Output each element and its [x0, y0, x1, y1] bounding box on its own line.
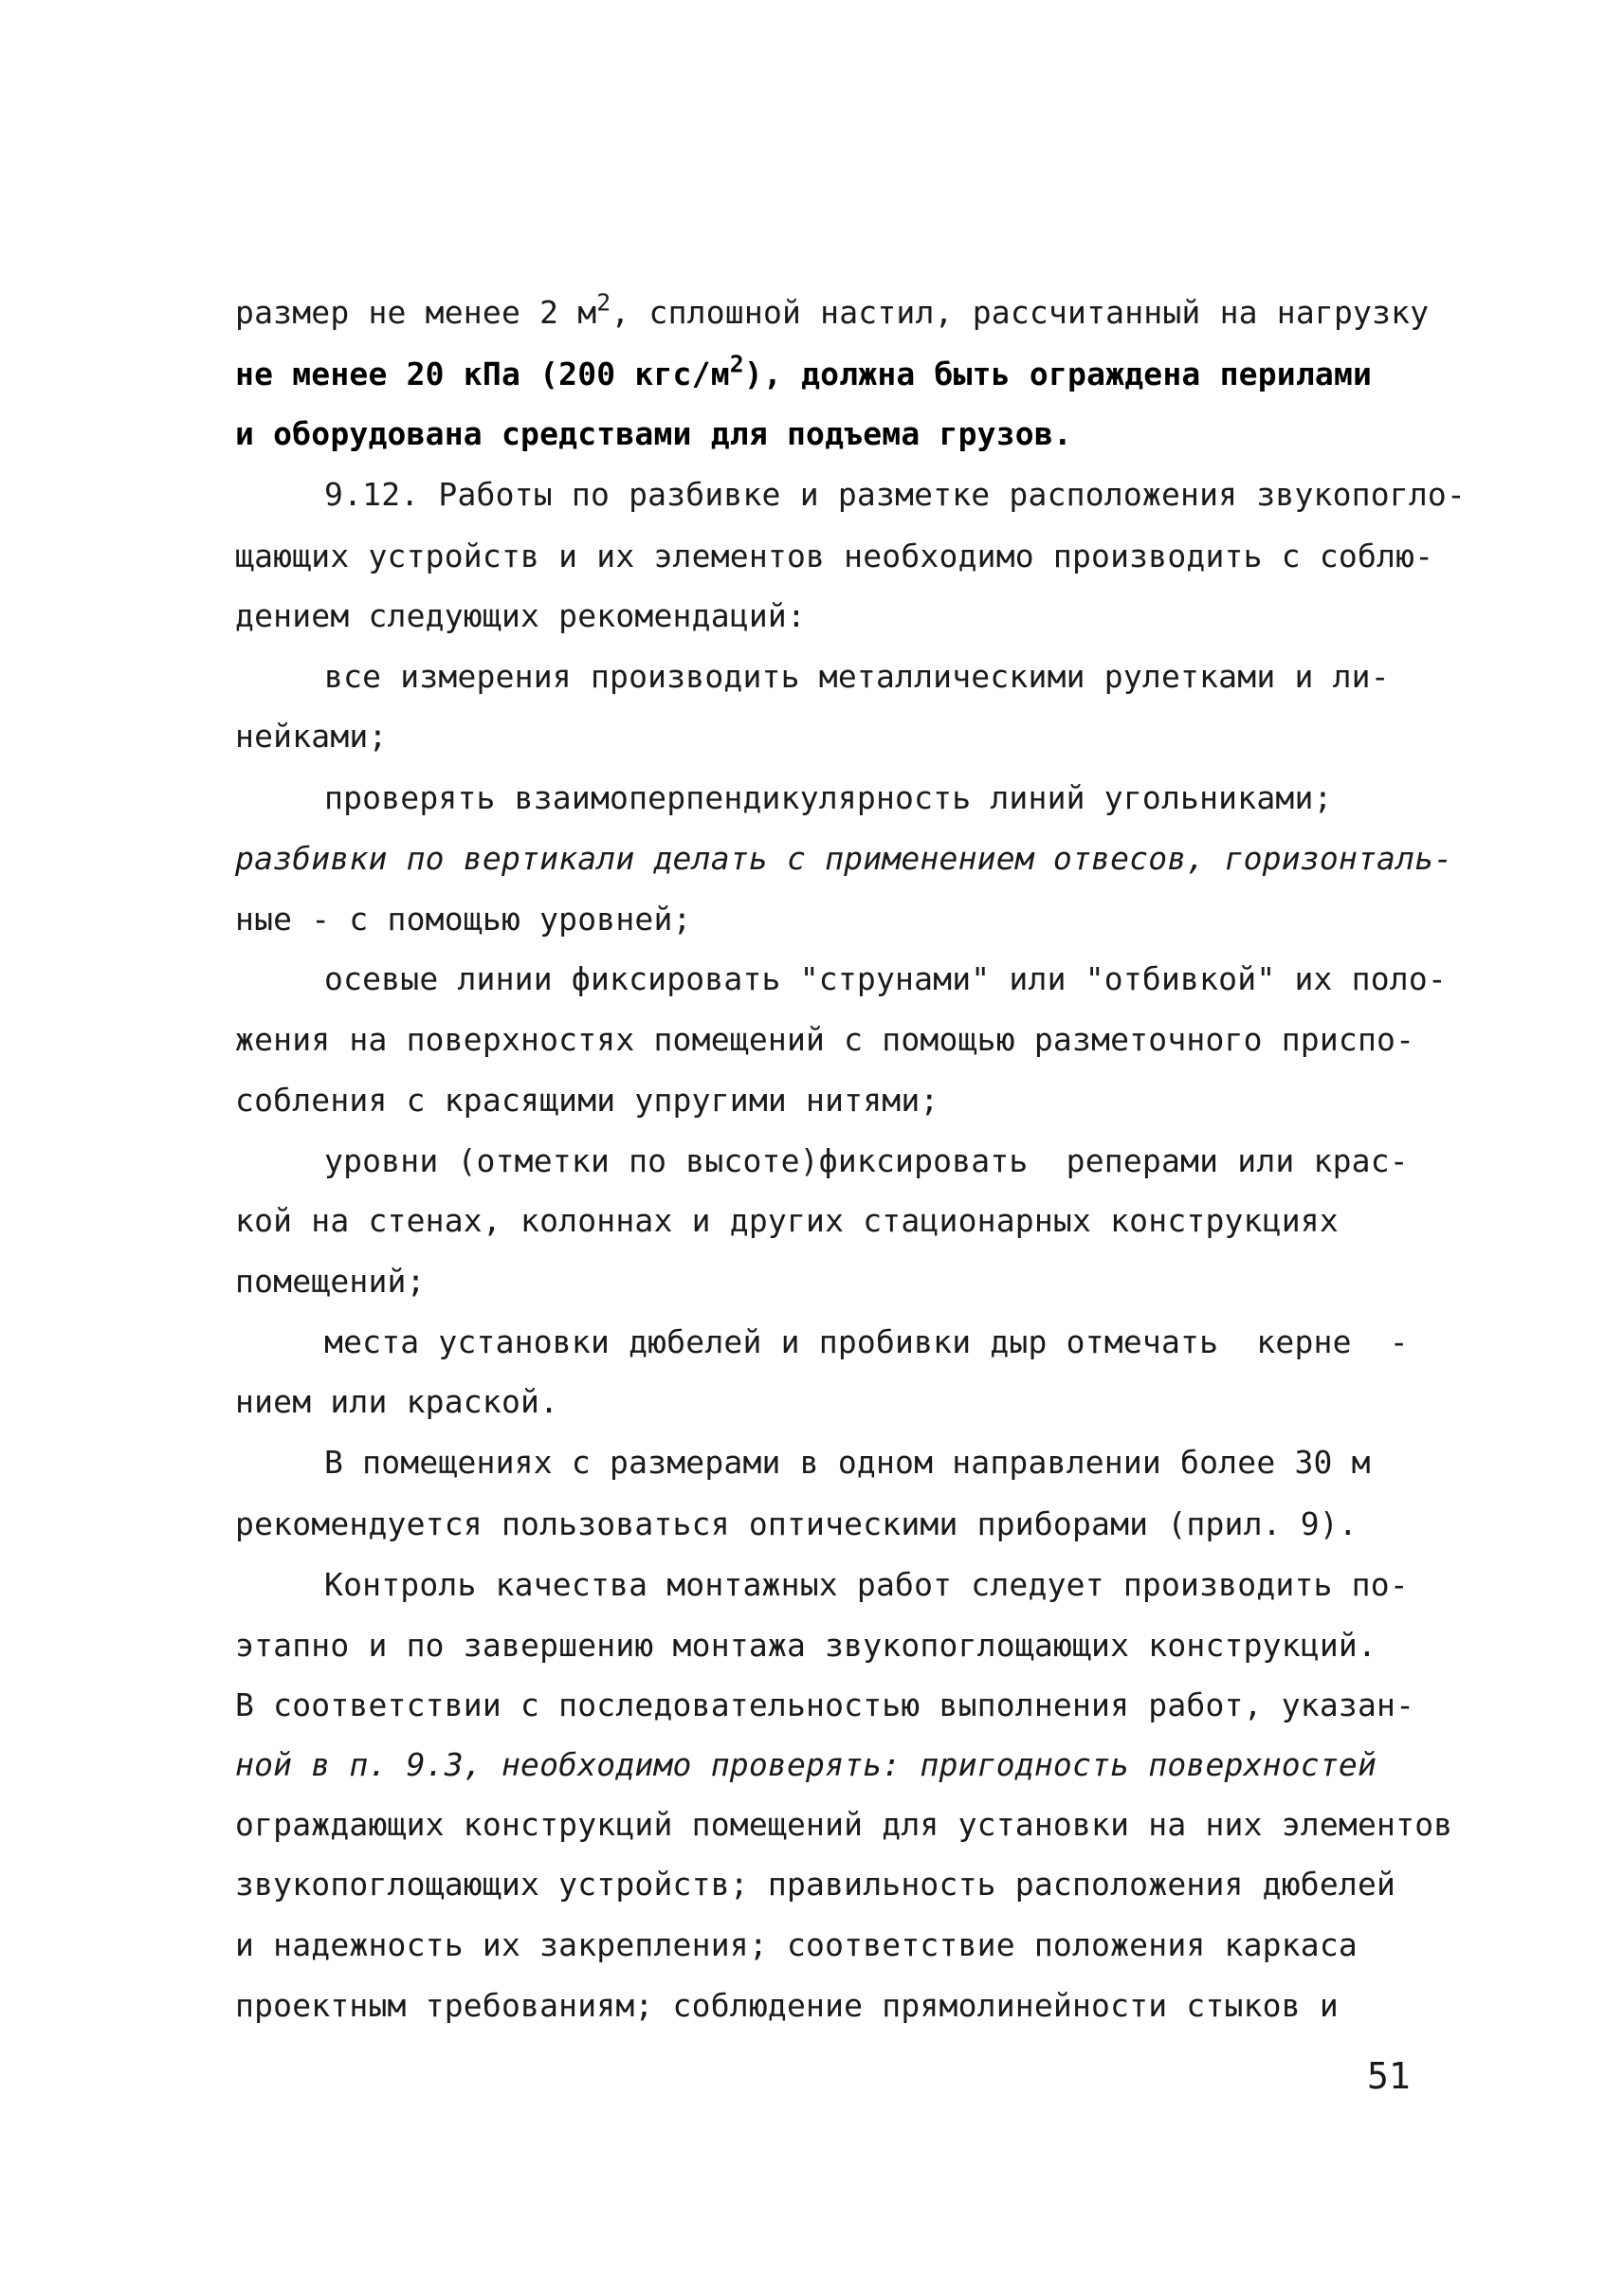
text-segment: проектным требованиям; соблюдение прямолинейности стыков и	[235, 1987, 1339, 2024]
text-segment: нейками;	[235, 718, 388, 755]
text-line	[324, 658, 1390, 696]
text-segment: Контроль качества монтажных работ следует производить по-	[324, 1566, 1409, 1603]
text-line	[235, 1082, 939, 1120]
text-segment: жения на поверхностях помещений с помощью разметочного приспо-	[235, 1021, 1415, 1058]
text-line	[235, 1202, 1339, 1240]
text-line	[324, 1142, 1409, 1180]
text-line	[324, 779, 1333, 817]
text-segment: проверять взаимоперпендикулярность линий угольниками;	[324, 779, 1333, 816]
text-segment: и надежность их закрепления; соответствие положения каркаса	[235, 1926, 1358, 1963]
text-segment: размер не менее 2 м	[235, 294, 597, 331]
text-line	[235, 901, 692, 938]
text-line	[324, 960, 1447, 998]
text-segment: нием или краской.	[235, 1383, 559, 1420]
page-number: 51	[1367, 2055, 1411, 2097]
text-line	[235, 597, 806, 635]
text-line	[235, 350, 1373, 393]
text-line	[235, 1686, 1414, 1724]
text-segment: не менее 20 кПа (200 кгс/м	[235, 355, 730, 392]
text-line	[235, 1866, 1395, 1904]
text-segment: 9.12. Работы по разбивке и разметке расположения звукопогло-	[324, 476, 1467, 513]
text-segment: уровни (отметки по высоте)фиксировать реперами или крас-	[324, 1142, 1409, 1179]
text-line	[235, 1627, 1377, 1665]
text-segment: ), должна быть ограждена перилами	[743, 355, 1373, 392]
text-line	[235, 1263, 426, 1301]
text-segment: и оборудована средствами для подъема грузов.	[235, 415, 1072, 452]
text-line	[324, 476, 1466, 514]
text-line	[235, 1383, 558, 1421]
text-line	[324, 1444, 1371, 1482]
text-segment: В соответствии с последовательностью выполнения работ, указан-	[235, 1686, 1415, 1723]
text-line	[235, 1806, 1452, 1844]
text-segment: рекомендуется пользоваться оптическими приборами (прил. 9).	[235, 1505, 1358, 1542]
text-segment: ограждающих конструкций помещений для установки на них элементов	[235, 1806, 1453, 1843]
text-line	[235, 1987, 1339, 2025]
superscript: 2	[596, 288, 611, 317]
text-segment: все измерения производить металлическими рулетками и ли-	[324, 658, 1390, 695]
text-line	[235, 1505, 1358, 1543]
text-segment: помещений;	[235, 1263, 426, 1300]
text-line	[235, 415, 1072, 453]
text-line	[324, 1323, 1409, 1361]
text-segment: В помещениях с размерами в одном направлении более 30 м	[324, 1444, 1371, 1481]
text-segment: ные - с помощью уровней;	[235, 901, 692, 938]
text-segment: дением следующих рекомендаций:	[235, 597, 807, 634]
text-line	[235, 840, 1452, 878]
text-line	[235, 1021, 1414, 1059]
text-segment: разбивки по вертикали делать с применением отвесов, горизонталь-	[235, 840, 1453, 877]
text-segment: кой на стенах, колоннах и других стационарных конструкциях	[235, 1202, 1339, 1239]
superscript: 2	[729, 350, 744, 378]
text-segment: , сплошной настил, рассчитанный на нагрузку	[611, 294, 1430, 331]
text-segment: звукопоглощающих устройств; правильность расположения дюбелей	[235, 1866, 1396, 1903]
text-line	[235, 1926, 1358, 1964]
text-segment: этапно и по завершению монтажа звукопоглощающих конструкций.	[235, 1627, 1377, 1664]
text-segment: ной в п. 9.3, необходимо проверять: пригодность поверхностей	[235, 1746, 1377, 1783]
text-line	[235, 1746, 1377, 1784]
text-line	[324, 1566, 1409, 1604]
text-line	[235, 718, 388, 756]
text-segment: места установки дюбелей и пробивки дыр отмечать керне -	[324, 1323, 1409, 1360]
text-segment: щающих устройств и их элементов необходимо производить с соблю-	[235, 538, 1434, 574]
text-segment: осевые линии фиксировать "струнами" или "отбивкой" их поло-	[324, 960, 1447, 997]
text-segment: собления с красящими упругими нитями;	[235, 1082, 939, 1119]
text-line	[235, 288, 1430, 332]
text-line	[235, 538, 1433, 575]
